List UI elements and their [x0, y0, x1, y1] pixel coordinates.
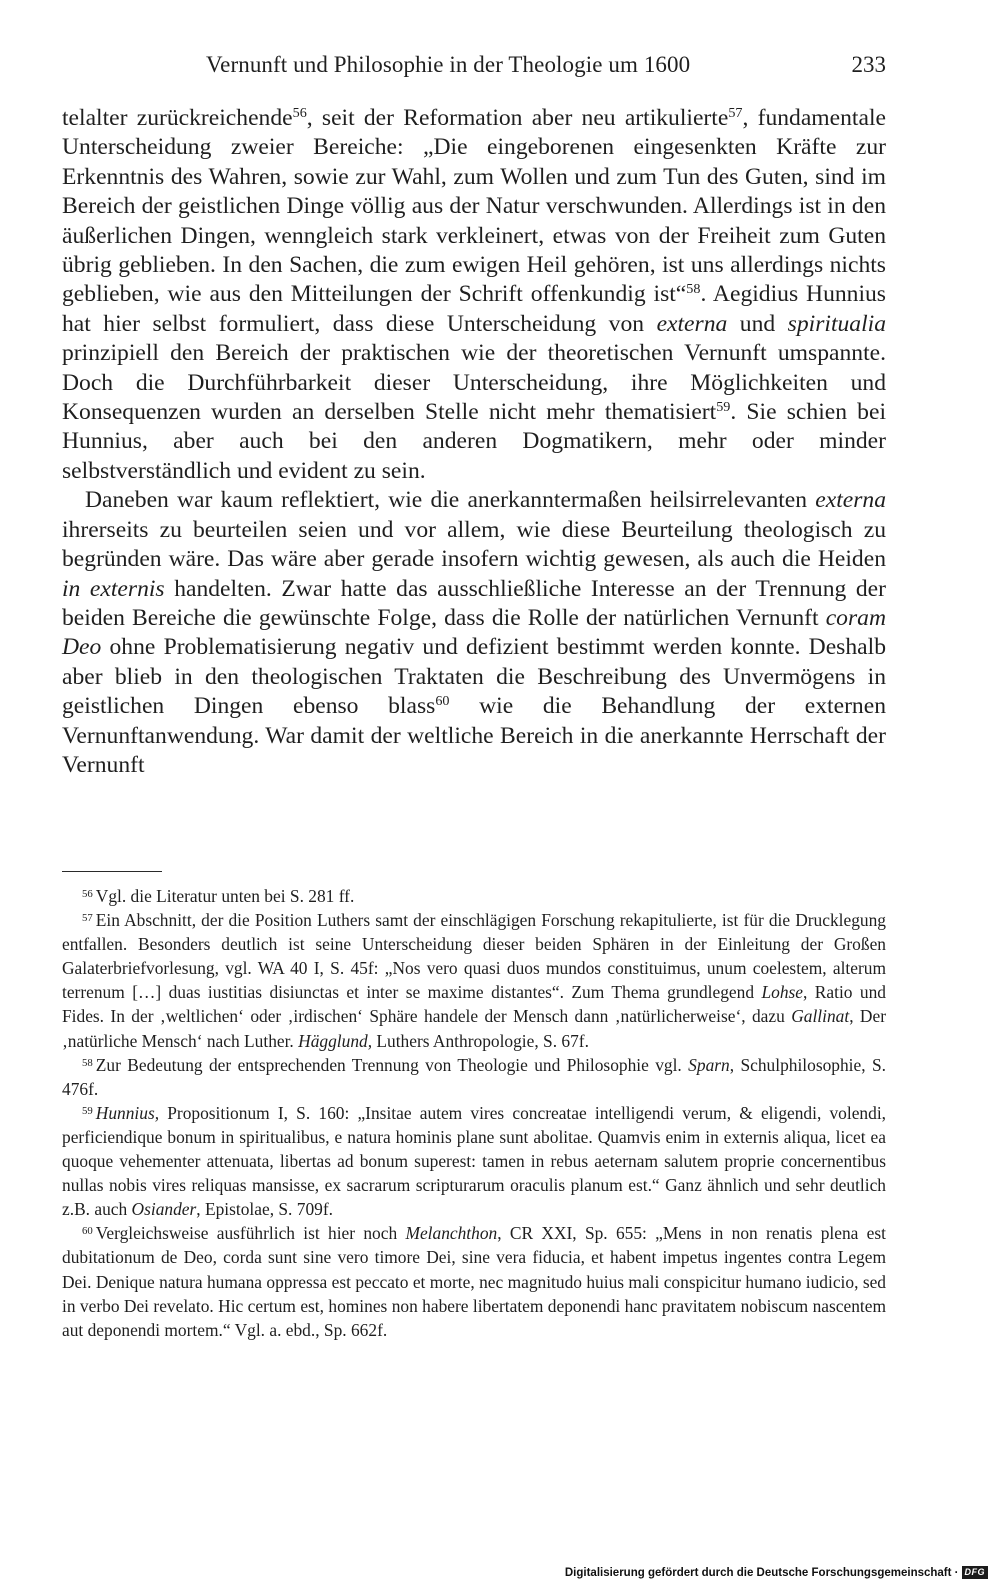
author-name: Melanchthon [405, 1223, 498, 1244]
author-name: Hägglund, [298, 1030, 373, 1051]
text-run: Daneben war kaum reflektiert, wie die anerkanntermaßen heilsirrelevanten [85, 487, 816, 514]
footnote-number: 56 [82, 888, 93, 901]
author-name: Hunnius, [95, 1102, 160, 1123]
text-run: , fundamentale Unterscheidung zweier Bereiche: „Die eingeborenen eingesenkten Kräfte zur Erkenntnis des Wahren, sowie zur Wahl, zum Wollen und zum Tun des Guten, sind im Bereich der geistlichen Dinge völlig aus der Natur verschwunden. Allerdings ist in den äußerlichen Dingen, wenngleich stark verkleinert, etwas von der Freiheit zum Guten übrig geblieben. In den Sachen, die zum ewigen Heil gehören, ist uns allerdings nichts geblieben, wie aus den Mitteilungen der Schrift offenkundig ist“ [62, 105, 886, 308]
footnote-number: 59 [82, 1105, 93, 1117]
dfg-logo: DFG [962, 1566, 989, 1579]
running-header [60, 50, 886, 84]
author-name: Osiander [131, 1199, 197, 1220]
text-run: , Ratio und Fides. In der ‚weltlichen‘ oder ‚irdischen‘ Sphäre handele der Mensch dann ‚natürlicherweise‘, dazu [62, 982, 886, 1027]
emphasis: coram Deo [62, 604, 886, 661]
text-run: . Sie schien bei Hunnius, aber auch bei den anderen Dogmatikern, mehr oder minder selbstverständlich und evident zu sein. [62, 399, 887, 484]
footnote-57 [62, 908, 886, 1053]
author-name: Gallinat [791, 1006, 850, 1027]
author-name: Sparn [688, 1054, 730, 1075]
text-run: , Der ‚natürliche Mensch‘ nach Luther. [62, 1006, 886, 1051]
text-run: , Schulphilosophie, S. 476f. [62, 1054, 886, 1099]
emphasis: externa [815, 487, 886, 514]
text-run: und [727, 310, 788, 337]
footnote-ref: 58 [686, 281, 701, 298]
text-run: , seit der Reformation aber neu artikulierte [306, 105, 729, 131]
text-run: Vgl. die Literatur unten bei S. 281 ff. [95, 886, 355, 906]
digitization-credit [565, 1564, 988, 1582]
paragraph [62, 104, 886, 486]
text-run: Propositionum I, S. 160: „Insitae autem vires concreatae intelligendi verum, & eligendi, volendi, perficiendique bonum in spiritualibus, e natura hominis plane sunt abolitae. Quamvis enim in externis aliqua, licet ea quoque vehementer attenuata, libertas ad bonum superest: tamen in rebus aeternam salutem proprie concernentibus nullas nobis vires reliquas mansisse, ex sacrarum scripturarum oraculis planum est.“ Ganz ähnlich und sehr deutlich z.B. auch [62, 1102, 886, 1220]
emphasis: externa [656, 310, 728, 337]
text-run: wie die Behandlung der externen Vernunftanwendung. War damit der weltliche Bereich in die anerkannte Herrschaft der Vernunft [62, 693, 886, 778]
footnotes [62, 884, 886, 1342]
footnote-60 [62, 1221, 886, 1341]
text-run: , CR XXI, Sp. 655: „Mens in non renatis plena est dubitationum de Deo, corda sunt sine vero timore Dei, sine vera fiducia, et habent impetus ingentes contra Legem Dei. Denique natura humana oppressa est peccato et morte, nec magnitudo huius mali conspicitur humano iudicio, sed in verbo Dei revelato. Hic certum est, homines non habere libertatem deponendi hanc pravitatem nobiscum nascentem aut deponendi mortem.“ Vgl. a. ebd., Sp. 662f. [62, 1223, 886, 1340]
footnote-ref: 57 [728, 105, 743, 122]
text-run: telalter zurückreichende [62, 105, 293, 131]
text-run: ohne Problematisierung negativ und defizient bestimmt werden konnte. Deshalb aber blieb in den theologischen Traktaten die Beschreibung des Unvermögens in geistlichen Dingen ebenso blass [62, 634, 886, 720]
text-run: Ein Abschnitt, der die Position Luthers samt der einschlägigen Forschung rekapitulierte, ist für die Drucklegung entfallen. Besonders deutlich ist seine Unterscheidung dieser beiden Sphären in der Einleitung der Großen Galaterbriefvorlesung, vgl. WA 40 I, S. 45f: „Nos vero quasi duos mundos constituimus, unum coelestem, alterum terrenum […] duas iustitias disiunctas et inter se maxime distantes“. Zum Thema grundlegend [62, 910, 886, 1003]
emphasis: in externis [62, 575, 165, 602]
text-run: prinzipiell den Bereich der praktischen wie der theoretischen Vernunft umspannte. Doch die Durchführbarkeit dieser Unterscheidung, ihre Möglichkeiten und Konsequenzen wurden an derselben Stelle nicht mehr thematisiert [62, 340, 886, 426]
emphasis: spiritualia [787, 310, 886, 337]
running-title: Vernunft und Philosophie in der Theologie um 1600 [206, 52, 691, 77]
footnote-59 [62, 1101, 886, 1221]
page-number: 233 [851, 52, 886, 77]
credit-text: Digitalisierung gefördert durch die Deutsche Forschungsgemeinschaft · [564, 1567, 959, 1579]
footnote-number: 57 [82, 912, 93, 925]
footnote-58 [62, 1053, 886, 1101]
author-name: Lohse [761, 982, 804, 1003]
footnote-ref: 56 [292, 105, 307, 122]
text-run: Vergleichsweise ausführlich ist hier noch [95, 1223, 406, 1244]
text-run: ihrerseits zu beurteilen seien und vor allem, wie diese Beurteilung theologisch zu begründen wäre. Das wäre aber gerade insofern wichtig gewesen, als auch die Heiden [62, 516, 886, 573]
text-run: . Aegidius Hunnius hat hier selbst formuliert, dass diese Unterscheidung von [62, 281, 886, 337]
main-text [62, 104, 886, 780]
footnote-number: 58 [82, 1056, 93, 1069]
footnote-separator [62, 871, 162, 872]
footnote-number: 60 [82, 1225, 93, 1238]
text-run: handelten. Zwar hatte das ausschließliche Interesse an der Trennung der beiden Bereiche die gewünschte Folge, dass die Rolle der natürlichen Vernunft [62, 575, 887, 631]
text-run: Zur Bedeutung der entsprechenden Trennung von Theologie und Philosophie vgl. [95, 1054, 689, 1075]
paragraph [62, 486, 886, 780]
text-run: Luthers Anthropologie, S. 67f. [372, 1030, 589, 1051]
footnote-56 [62, 884, 886, 908]
footnote-ref: 60 [435, 693, 450, 710]
text-run: , Epistolae, S. 709f. [196, 1199, 333, 1220]
footnote-ref: 59 [716, 399, 731, 416]
